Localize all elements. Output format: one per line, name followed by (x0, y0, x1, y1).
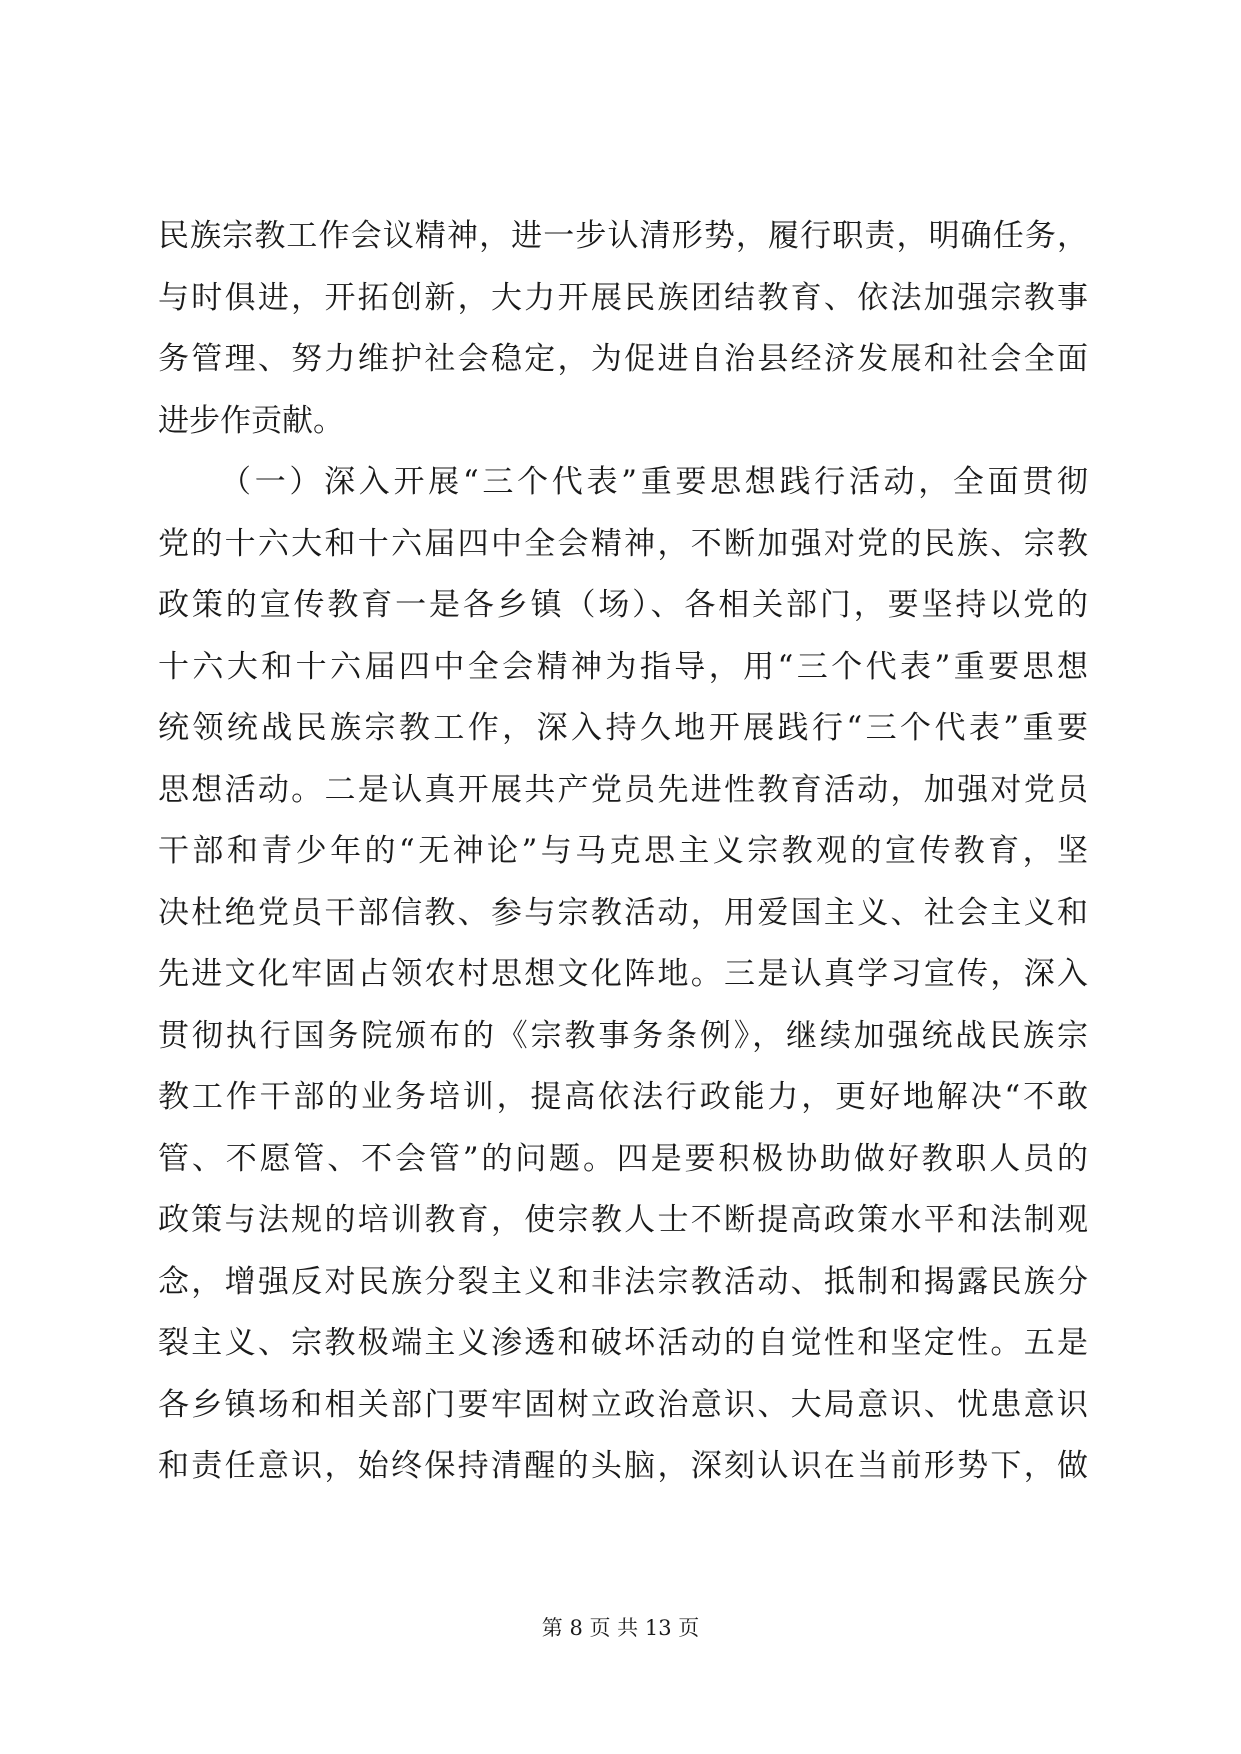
text-line: 和责任意识，始终保持清醒的头脑，深刻认识在当前形势下，做 (158, 1448, 1088, 1484)
text-line: 政策与法规的培训教育，使宗教人士不断提高政策水平和法制观 (158, 1202, 1088, 1238)
text-line: 民族宗教工作会议精神，进一步认清形势，履行职责，明确任务， (158, 218, 1088, 254)
text-line: 党的十六大和十六届四中全会精神，不断加强对党的民族、宗教 (158, 525, 1088, 562)
text-line: 思想活动。二是认真开展共产党员先进性教育活动，加强对党员 (158, 771, 1088, 808)
text-line: 裂主义、宗教极端主义渗透和破坏活动的自觉性和坚定性。五是 (158, 1325, 1088, 1361)
body-text (158, 206, 1088, 1498)
text-line: 务管理、努力维护社会稳定，为促进自治县经济发展和社会全面 (158, 341, 1088, 377)
text-line: 统领统战民族宗教工作，深入持久地开展践行“三个代表”重要 (158, 710, 1088, 746)
text-line: 进步作贡献。 (158, 402, 344, 439)
text-line: 教工作干部的业务培训，提高依法行政能力，更好地解决“不敢 (158, 1079, 1088, 1115)
text-line: 各乡镇场和相关部门要牢固树立政治意识、大局意识、忧患意识 (158, 1386, 1088, 1423)
text-line: 先进文化牢固占领农村思想文化阵地。三是认真学习宣传，深入 (158, 956, 1088, 992)
text-line: 与时俱进，开拓创新，大力开展民族团结教育、依法加强宗教事 (158, 279, 1088, 316)
text-line: （一）深入开展“三个代表”重要思想践行活动，全面贯彻 (220, 464, 1088, 500)
text-line: 管、不愿管、不会管”的问题。四是要积极协助做好教职人员的 (158, 1140, 1088, 1177)
text-line: 念，增强反对民族分裂主义和非法宗教活动、抵制和揭露民族分 (158, 1263, 1088, 1300)
paragraph-2 (158, 452, 1088, 1498)
text-line: 十六大和十六届四中全会精神为指导，用“三个代表”重要思想 (158, 648, 1088, 685)
text-line: 干部和青少年的“无神论”与马克思主义宗教观的宣传教育，坚 (158, 833, 1088, 869)
text-line: 贯彻执行国务院颁布的《宗教事务条例》，继续加强统战民族宗 (158, 1017, 1088, 1054)
text-line: 决杜绝党员干部信教、参与宗教活动，用爱国主义、社会主义和 (158, 894, 1088, 931)
paragraph-1 (158, 206, 1088, 452)
page-number-footer: 第 8 页 共 13 页 (541, 1616, 700, 1640)
text-line: 政策的宣传教育一是各乡镇（场）、各相关部门，要坚持以党的 (158, 587, 1088, 623)
